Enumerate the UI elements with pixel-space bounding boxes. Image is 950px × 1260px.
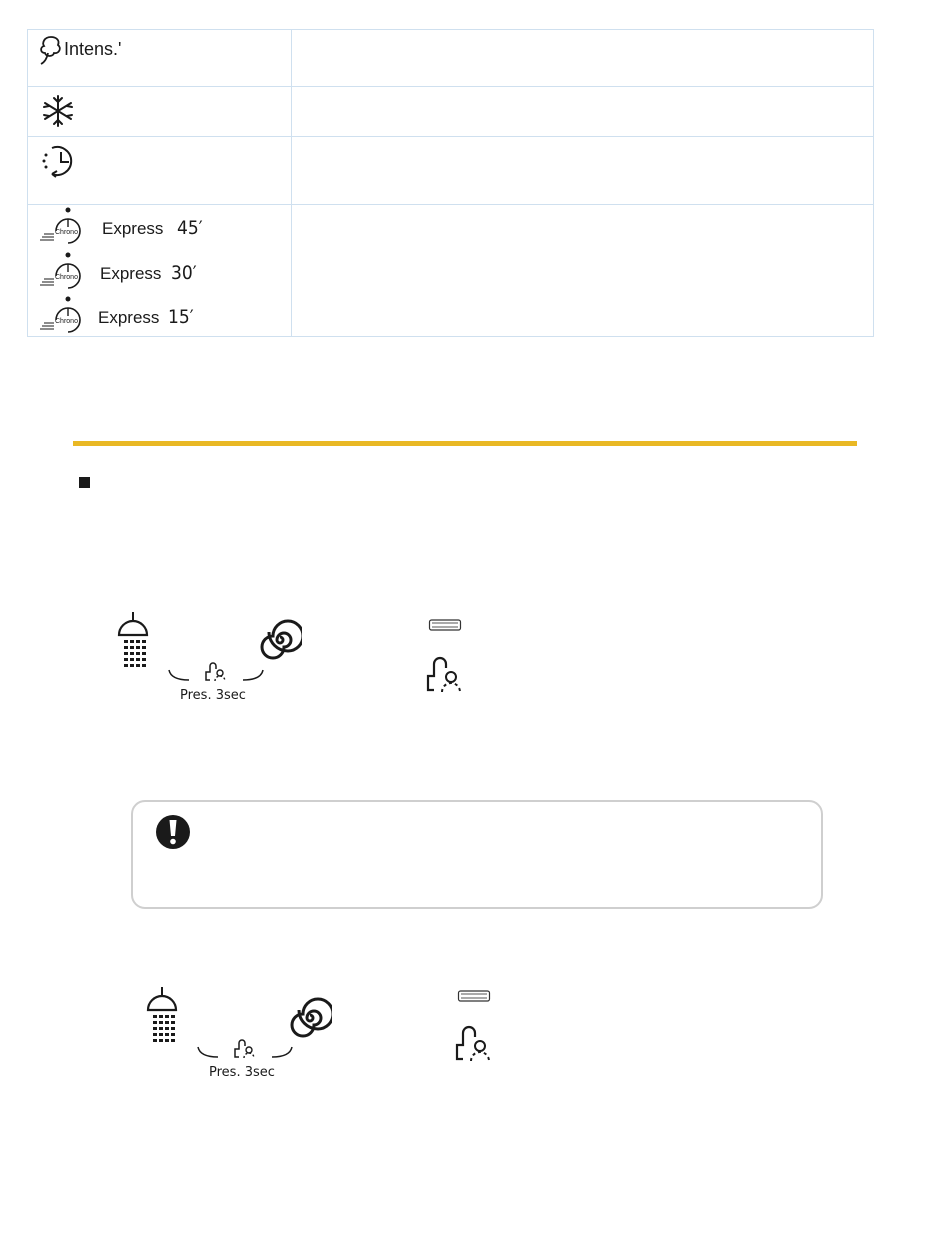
delay-timer-icon — [40, 142, 78, 180]
express-label: Express — [100, 264, 162, 283]
cotton-flower-icon — [38, 34, 64, 66]
express-label: Express — [98, 308, 160, 327]
express-minutes: 30′ — [171, 262, 197, 284]
option-cell — [28, 205, 292, 337]
table-row — [28, 30, 874, 87]
child-lock-icon — [235, 1040, 254, 1058]
description-cell — [292, 205, 874, 337]
table-row — [28, 137, 874, 205]
table-row — [28, 205, 874, 337]
button-combo-bracket — [167, 658, 267, 688]
rinse-shower-icon — [112, 608, 154, 672]
exclamation-warning-icon — [155, 814, 191, 850]
hold-instruction: Pres. 3sec — [209, 1065, 275, 1080]
display-segment-icon — [457, 989, 491, 1003]
chrono-icon-text: Chrono — [55, 274, 78, 281]
description-cell — [292, 137, 874, 205]
spin-spiral-icon — [288, 996, 332, 1040]
express-30-item — [36, 252, 276, 292]
child-lock-icon — [424, 652, 462, 696]
express-45-item — [36, 207, 276, 247]
section-divider — [73, 441, 857, 446]
express-minutes: 15′ — [168, 306, 194, 328]
hold-instruction: Pres. 3sec — [180, 688, 246, 703]
snowflake-icon — [40, 93, 76, 129]
button-combo-bracket — [196, 1035, 296, 1065]
child-lock-diagram — [141, 983, 521, 1083]
chrono-icon-text: Chrono — [55, 318, 78, 325]
chrono-icon — [36, 207, 88, 247]
express-15-item — [36, 296, 276, 336]
express-minutes: 45′ — [177, 217, 203, 239]
chrono-icon — [36, 296, 88, 336]
square-bullet — [79, 477, 90, 488]
express-label: Express — [102, 219, 164, 238]
display-segment-icon — [428, 618, 462, 632]
child-lock-icon — [453, 1021, 491, 1065]
program-options-table — [27, 29, 874, 337]
description-cell — [292, 87, 874, 137]
spin-spiral-icon — [258, 618, 302, 662]
table-row — [28, 87, 874, 137]
description-cell — [292, 30, 874, 87]
chrono-icon-text: Chrono — [55, 229, 78, 236]
warning-box — [131, 800, 823, 909]
rinse-shower-icon — [141, 983, 183, 1047]
child-lock-diagram — [112, 608, 492, 708]
option-cell — [28, 30, 292, 87]
chrono-icon — [36, 252, 88, 292]
child-lock-icon — [206, 663, 225, 681]
option-cell — [28, 87, 292, 137]
intensive-label: Intens.' — [64, 39, 122, 59]
option-cell — [28, 137, 292, 205]
